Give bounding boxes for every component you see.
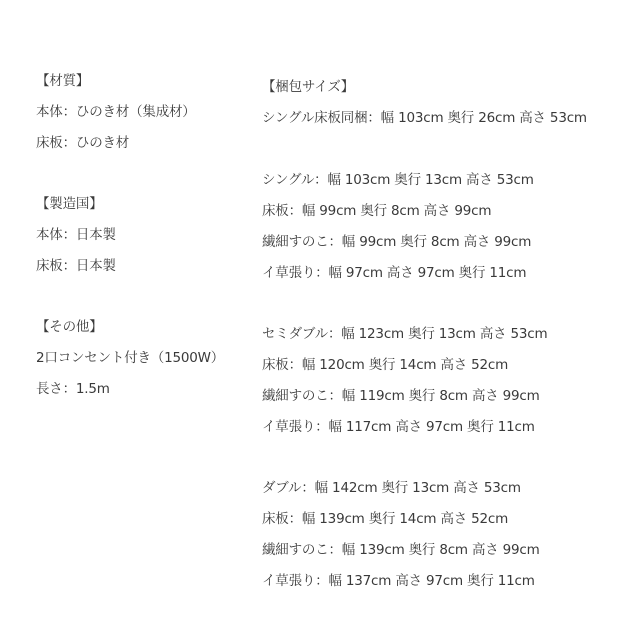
double-igusa-line: イ草張り：幅 137cm 高さ 97cm 奥行 11cm [262,573,535,589]
origin-heading: 【製造国】 [36,196,103,212]
material-heading: 【材質】 [36,73,90,89]
other-length-line: 長さ：1.5m [36,381,110,397]
semidouble-frame-line: セミダブル：幅 123cm 奥行 13cm 高さ 53cm [262,326,548,342]
origin-floor-line: 床板：日本製 [36,258,116,274]
semidouble-floorboard-line: 床板：幅 120cm 奥行 14cm 高さ 52cm [262,357,509,373]
single-floorboard-line: 床板：幅 99cm 奥行 8cm 高さ 99cm [262,203,492,219]
other-heading: 【その他】 [36,319,103,335]
single-slatted-line: 繊細すのこ：幅 99cm 奥行 8cm 高さ 99cm [262,234,532,250]
single-frame-line: シングル：幅 103cm 奥行 13cm 高さ 53cm [262,172,534,188]
single-bundle-line: シングル床板同梱：幅 103cm 奥行 26cm 高さ 53cm [262,110,587,126]
double-slatted-line: 繊細すのこ：幅 139cm 奥行 8cm 高さ 99cm [262,542,540,558]
single-igusa-line: イ草張り：幅 97cm 高さ 97cm 奥行 11cm [262,265,527,281]
semidouble-slatted-line: 繊細すのこ：幅 119cm 奥行 8cm 高さ 99cm [262,388,540,404]
double-floorboard-line: 床板：幅 139cm 奥行 14cm 高さ 52cm [262,511,509,527]
double-frame-line: ダブル：幅 142cm 奥行 13cm 高さ 53cm [262,480,521,496]
packing-size-heading: 【梱包サイズ】 [262,79,355,95]
origin-body-line: 本体：日本製 [36,227,116,243]
material-body-line: 本体：ひのき材（集成材） [36,104,196,120]
other-outlet-line: 2口コンセント付き（1500W） [36,350,225,366]
semidouble-igusa-line: イ草張り：幅 117cm 高さ 97cm 奥行 11cm [262,419,535,435]
material-floor-line: 床板：ひのき材 [36,135,130,151]
